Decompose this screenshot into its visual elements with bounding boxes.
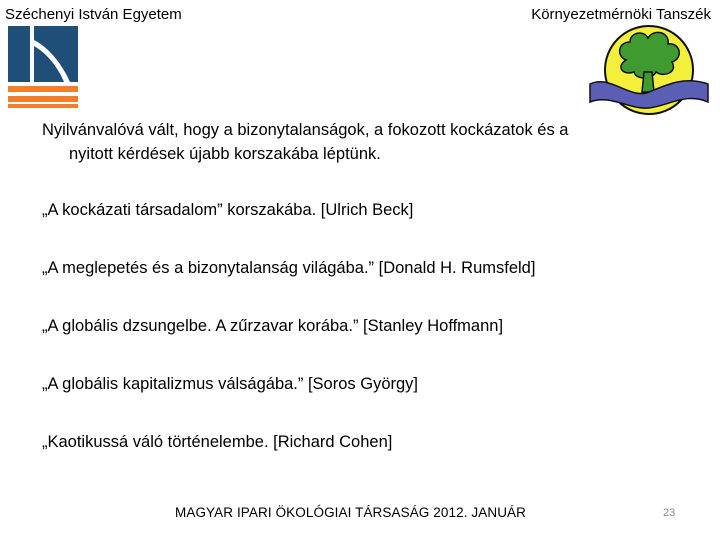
footer-text: MAGYAR IPARI ÖKOLÓGIAI TÁRSASÁG 2012. JANUÁR [175,505,527,520]
department-name: Környezetmérnöki Tanszék [531,6,711,23]
page-number: 23 [663,507,676,519]
slide-body [42,118,682,451]
university-name: Széchenyi István Egyetem [5,6,182,23]
department-logo-icon [586,22,712,118]
intro-paragraph [42,118,682,166]
quote-soros: „A globális kapitalizmus válságába.” [Soros György] [42,375,419,393]
university-logo-icon [8,26,78,108]
quote-rumsfeld: „A meglepetés és a bizonytalanság világába.” [Donald H. Rumsfeld] [42,259,536,277]
quote-cohen: „Kaotikussá váló történelembe. [Richard Cohen] [42,433,393,451]
quote-beck: „A kockázati társadalom” korszakába. [Ulrich Beck] [42,201,414,219]
quote-hoffmann: „A globális dzsungelbe. A zűrzavar korába.” [Stanley Hoffmann] [42,317,504,335]
intro-line-1: Nyilvánvalóvá vált, hogy a bizonytalanságok, a fokozott kockázatok és a [42,121,569,139]
intro-line-2: nyitott kérdések újabb korszakába léptünk. [69,145,381,163]
